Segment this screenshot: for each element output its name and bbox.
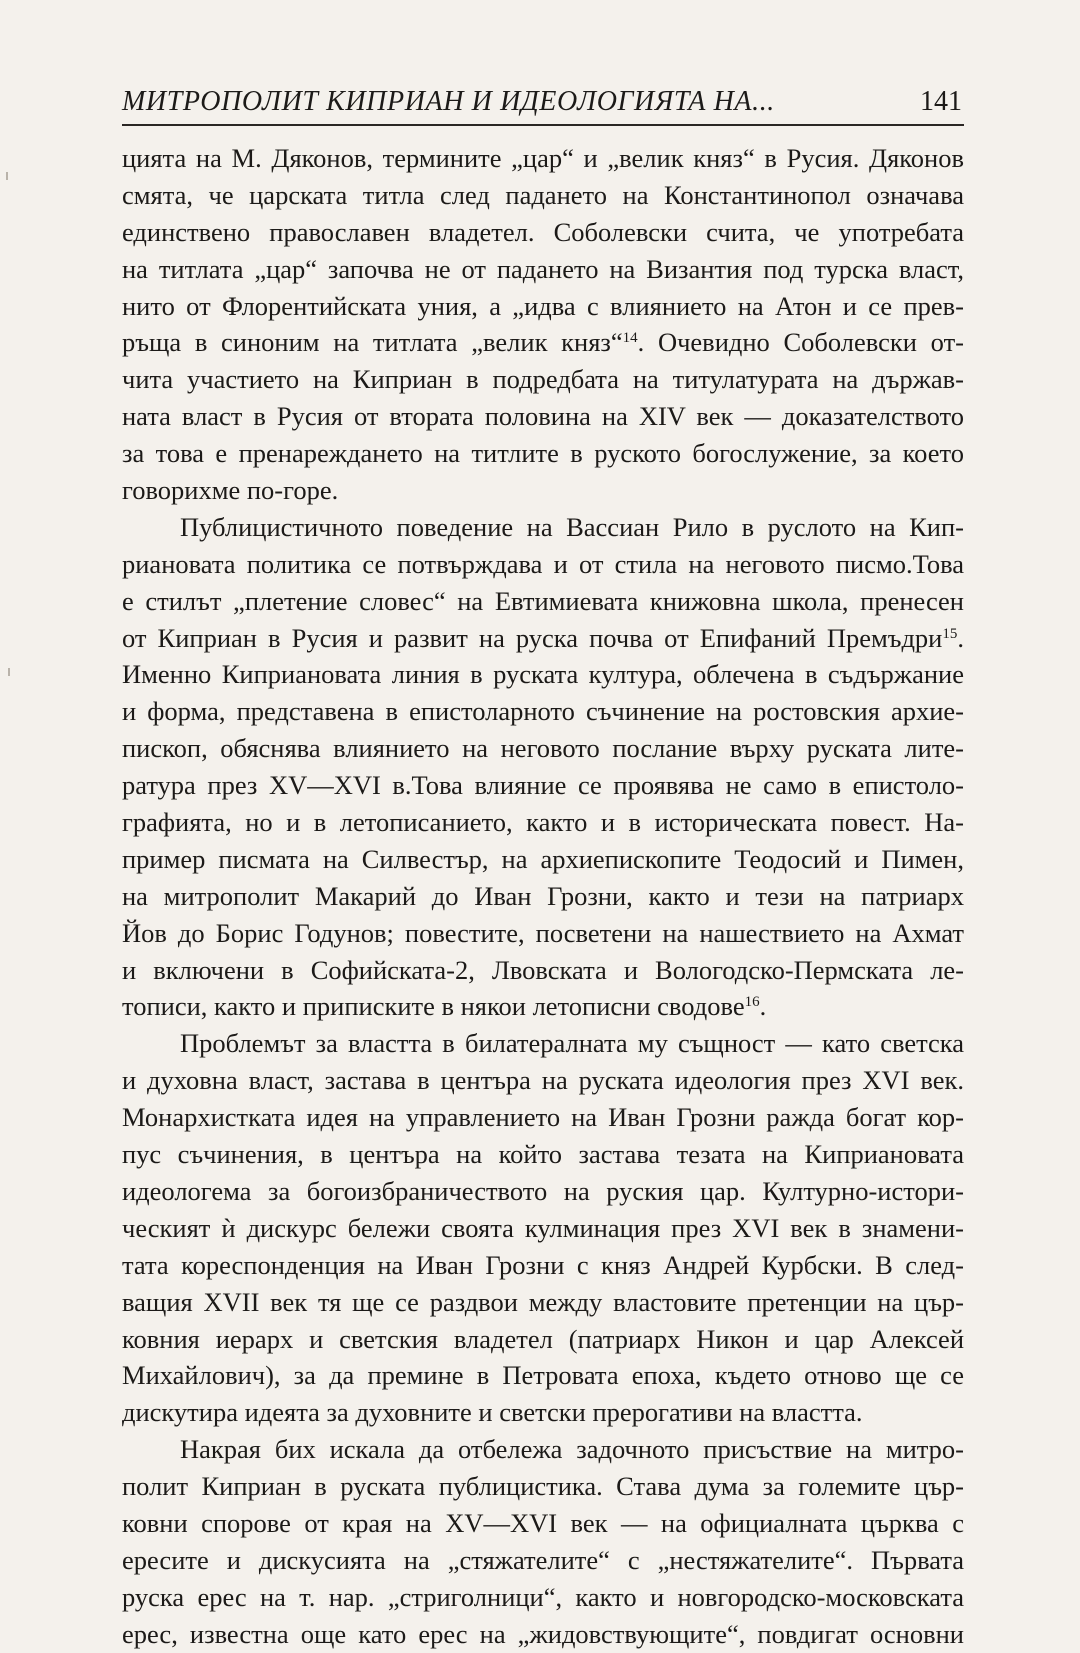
- text-line: ческият ѝ дискурс бележи своята кулминация през XVI век в знамени-: [122, 1212, 964, 1243]
- text-line: Проблемът за властта в билатералната му същност — като светска: [180, 1028, 964, 1059]
- text-line: единствено православен владетел. Соболевски счита, че употребата: [122, 216, 964, 247]
- text-line: ратура през XV—XVI в.Това влияние се проявява не само в епистоло-: [122, 770, 964, 801]
- footnote-ref-14[interactable]: 14: [622, 330, 638, 347]
- text-line: ковния иерарх и светския владетел (патриарх Никон и цар Алексей: [122, 1323, 964, 1354]
- text-line: дискутира идеята за духовните и светски прерогативи на властта.: [122, 1397, 863, 1428]
- text-fragment: .: [759, 991, 767, 1022]
- running-title: МИТРОПОЛИТ КИПРИАН И ИДЕОЛОГИЯТА НА...: [122, 86, 775, 117]
- text-line: Накрая бих искала да отбележа задочното присъствие на митро-: [180, 1434, 964, 1465]
- text-line: [122, 988, 964, 1025]
- text-line: ващия XVII век тя ще се раздвои между властовите претенции на цър-: [122, 1286, 964, 1317]
- text-line: нито от Флорентийската уния, а „идва с влиянието на Атон и се прев-: [122, 290, 964, 321]
- text-line: Михайлович), за да премине в Петровата епоха, където отново ще се: [122, 1360, 964, 1391]
- body-text: [122, 140, 964, 1653]
- text-line: пус съчинения, в центъра на който застава тезата на Киприановата: [122, 1139, 964, 1170]
- footnote-ref-16[interactable]: 16: [744, 994, 760, 1011]
- text-line: и форма, представена в епистоларното съчинение на ростовския архие-: [122, 696, 964, 727]
- text-line: и духовна власт, застава в центъра на руската идеология през XVI век.: [122, 1065, 964, 1096]
- text-line: [122, 324, 964, 361]
- text-line: ната власт в Русия от втората половина на XIV век — доказателството: [122, 401, 964, 432]
- text-line: на митрополит Макарий до Иван Грозни, както и тези на патриарх: [122, 880, 964, 911]
- running-header: [122, 84, 964, 126]
- text-fragment: . Очевидно Соболевски от-: [637, 327, 964, 358]
- text-line: Монархистката идея на управлението на Иван Грозни ражда богат кор-: [122, 1102, 964, 1133]
- text-line: тата кореспонденция на Иван Грозни с княз Андрей Курбски. В след-: [122, 1249, 964, 1280]
- text-line: пример писмата на Силвестър, на архиепископите Теодосий и Пимен,: [122, 843, 964, 874]
- paragraph-1: [122, 140, 964, 509]
- text-line: графията, но и в летописанието, както и в историческата повест. На-: [122, 807, 964, 838]
- text-fragment: от Киприан в Русия и развит на руска почва от Епифаний Премъдри: [122, 622, 943, 653]
- text-line: ересите и дискусията на „стяжателите“ с „нестяжателите“. Първата: [122, 1544, 964, 1575]
- text-line: цията на М. Дяконов, термините „цар“ и „велик княз“ в Русия. Дяконов: [122, 143, 964, 173]
- text-line: говорихме по-горе.: [122, 475, 339, 506]
- paragraph-3: [122, 1025, 964, 1431]
- text-line: [122, 620, 964, 657]
- text-line: Именно Киприановата линия в руската култура, облечена в съдържание: [122, 659, 964, 690]
- text-line: и включени в Софийската-2, Лвовската и Вологодско-Пермската ле-: [122, 954, 964, 985]
- scan-speck: [6, 172, 8, 180]
- text-line: полит Киприан в руската публицистика. Става дума за големите цър-: [122, 1471, 964, 1502]
- text-line: смята, че царската титла след падането на Константинопол означава: [122, 179, 964, 210]
- text-line: риановата политика се потвърждава и от стила на неговото писмо.Това: [122, 548, 964, 579]
- text-line: идеологема за богоизбраничеството на руския цар. Културно-истори-: [122, 1175, 964, 1206]
- text-line: на титлата „цар“ започва не от падането на Византия под турска власт,: [122, 253, 964, 284]
- text-fragment: тописи, както и приписките в някои летописни сводове: [122, 991, 745, 1022]
- footnote-ref-15[interactable]: 15: [942, 625, 958, 642]
- text-fragment: ръща в синоним на титлата „велик княз“: [122, 327, 623, 358]
- text-line: пископ, обяснява влиянието на неговото послание върху руската лите-: [122, 733, 964, 764]
- text-line: руска ерес на т. нар. „стриголници“, както и новгородско-московската: [122, 1581, 964, 1612]
- page-number: 141: [920, 86, 962, 117]
- paragraph-4: [122, 1431, 964, 1652]
- text-line: ерес, известна още като ерес на „жидовствующите“, повдигат основни: [122, 1618, 964, 1649]
- text-line: Йов до Борис Годунов; повестите, посветени на нашествието на Ахмат: [122, 917, 964, 948]
- scan-speck: [8, 668, 10, 676]
- text-line: чита участието на Киприан в подредбата на титулатурата на държав-: [122, 364, 964, 395]
- text-fragment: .: [957, 622, 964, 653]
- text-line: за това е пренареждането на титлите в руското богослужение, за което: [122, 438, 964, 469]
- paragraph-2: [122, 509, 964, 1025]
- text-line: е стилът „плетение словес“ на Евтимиевата книжовна школа, пренесен: [122, 585, 964, 616]
- text-line: Публицистичното поведение на Вассиан Рило в руслото на Кип-: [180, 511, 964, 542]
- text-line: ковни спорове от края на XV—XVI век — на официалната църква с: [122, 1507, 964, 1538]
